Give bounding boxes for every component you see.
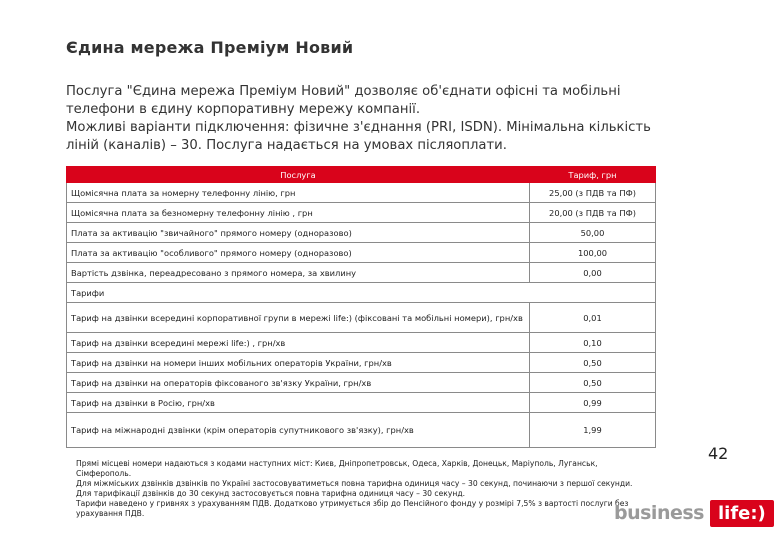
row-service: Вартість дзвінка, переадресовано з прямого номера, за хвилину xyxy=(67,263,530,283)
row-value: 0,99 xyxy=(530,393,656,413)
row-value: 0,50 xyxy=(530,353,656,373)
table-row xyxy=(67,393,656,413)
logo-box: life:) xyxy=(710,500,774,527)
section-label: Тарифи xyxy=(67,283,656,303)
row-service: Щомісячна плата за безномерну телефонну лінію , грн xyxy=(67,203,530,223)
intro-paragraph-1: Послуга "Єдина мережа Преміум Новий" дозволяє об'єднати офісні та мобільні телефони в єдину корпоративну мережу компанії. xyxy=(66,84,621,117)
row-value: 50,00 xyxy=(530,223,656,243)
table-row xyxy=(67,333,656,353)
table-row xyxy=(67,203,656,223)
page-number: 42 xyxy=(708,444,729,463)
table-row xyxy=(67,183,656,203)
row-service: Щомісячна плата за номерну телефонну лінію, грн xyxy=(67,183,530,203)
row-service: Тариф на міжнародні дзвінки (крім операторів супутникового зв'язку), грн/хв xyxy=(67,413,530,448)
table-row xyxy=(67,223,656,243)
table-row xyxy=(67,303,656,333)
table-row xyxy=(67,243,656,263)
logo-word: business xyxy=(614,502,704,524)
table-section-row xyxy=(67,283,656,303)
row-service: Тариф на дзвінки на номери інших мобільних операторів України, грн/хв xyxy=(67,353,530,373)
row-value: 0,01 xyxy=(530,303,656,333)
footnote-1: Прямі місцеві номери надаються з кодами наступних міст: Києв, Дніпропетровськ, Одеса, Харків, Донецьк, Маріуполь, Луганськ, Сімферополь. xyxy=(76,459,598,478)
table-row xyxy=(67,373,656,393)
row-service: Тариф на дзвінки в Росію, грн/хв xyxy=(67,393,530,413)
table-row xyxy=(67,413,656,448)
footnote-3: Тарифи наведено у гривнях з урахуванням ПДВ. Додатково утримується збір до Пенсійного фонду у розмірі 7,5% з вартості послуги без урахування ПДВ. xyxy=(76,499,629,518)
row-value: 20,00 (з ПДВ та ПФ) xyxy=(530,203,656,223)
row-service: Плата за активацію "звичайного" прямого номеру (одноразово) xyxy=(67,223,530,243)
row-service: Тариф на дзвінки на операторів фіксованого зв'язку України, грн/хв xyxy=(67,373,530,393)
row-service: Тариф на дзвінки всередині корпоративної групи в мережі life:) (фіксовані та мобільні номери), грн/хв xyxy=(67,303,530,333)
footnote-2: Для міжміських дзвінків дзвінків по Україні застосовуватиметься повна тарифна одиниця часу – 30 секунд, починаючи з першої секунди. Для тарифікації дзвінків до 30 секунд застосовується повна тарифна одиниця часу – 30 секунд. xyxy=(76,479,633,498)
intro-text xyxy=(66,83,666,155)
page-title: Єдина мережа Преміум Новий xyxy=(66,38,354,57)
table-header-row xyxy=(67,167,656,183)
row-service: Тариф на дзвінки всередині мережі life:) , грн/хв xyxy=(67,333,530,353)
row-value: 0,50 xyxy=(530,373,656,393)
row-value: 0,00 xyxy=(530,263,656,283)
table-row xyxy=(67,353,656,373)
business-life-logo xyxy=(614,496,774,530)
footnotes xyxy=(76,459,641,519)
header-tariff: Тариф, грн xyxy=(530,167,656,183)
tariff-table xyxy=(66,166,656,448)
row-value: 0,10 xyxy=(530,333,656,353)
header-service: Послуга xyxy=(67,167,530,183)
row-value: 100,00 xyxy=(530,243,656,263)
row-value: 1,99 xyxy=(530,413,656,448)
row-service: Плата за активацію "особливого" прямого номеру (одноразово) xyxy=(67,243,530,263)
row-value: 25,00 (з ПДВ та ПФ) xyxy=(530,183,656,203)
table-row xyxy=(67,263,656,283)
intro-paragraph-2: Можливі варіанти підключення: фізичне з'єднання (PRI, ISDN). Мінімальна кількість ліній (каналів) – 30. Послуга надається на умовах післяоплати. xyxy=(66,120,651,153)
